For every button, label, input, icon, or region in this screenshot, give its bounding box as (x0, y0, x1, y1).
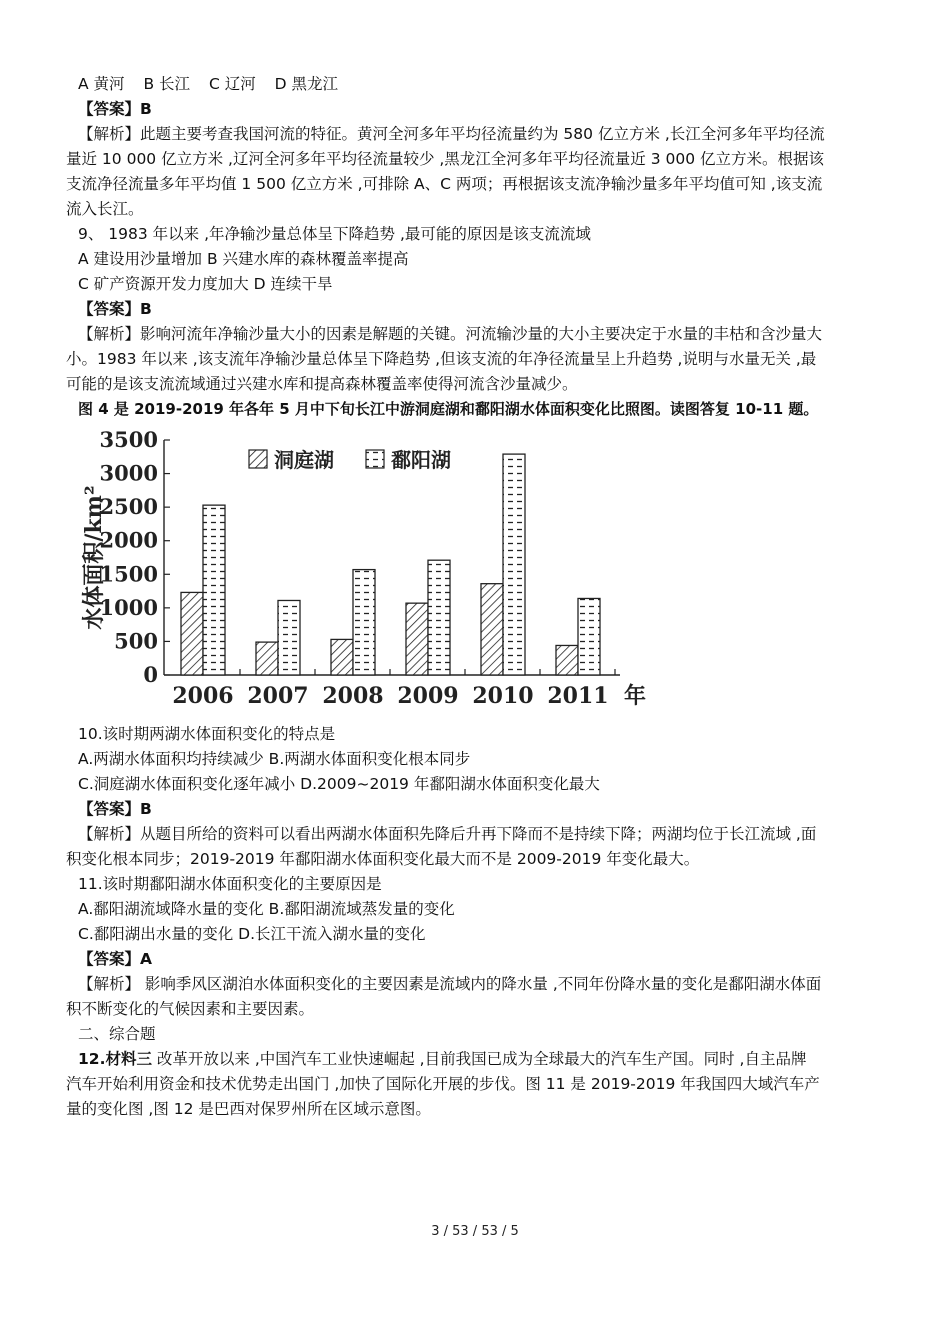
q12-label: 12.材料三 (78, 1050, 152, 1068)
y-tick-label: 500 (114, 628, 158, 654)
bar-dongting (331, 639, 353, 675)
q12-first-line (78, 1047, 898, 1072)
q11-analysis-line: 积不断变化的气候因素和主要因素。 (66, 1000, 315, 1018)
q8-option-a: A 黄河 (78, 75, 125, 93)
lake-area-bar-chart (74, 428, 654, 718)
q8-option-c: C 辽河 (208, 75, 256, 93)
q12-text-line: 改革开放以来 ,中国汽车工业快速崛起 ,目前我国已成为全球最大的汽车生产国。同时 ,自主品牌 (151, 1050, 807, 1068)
y-tick-label: 1500 (99, 561, 158, 587)
x-tick-label: 2007 (247, 683, 309, 709)
q9-options-row1: A 建设用沙量增加 B 兴建水库的森林覆盖率提高 (78, 250, 409, 268)
legend-swatch-poyang (366, 450, 384, 468)
q8-options (78, 72, 898, 97)
q10-answer: 【答案】B (78, 800, 152, 818)
q10-analysis-line: 【解析】从题目所给的资料可以看出两湖水体面积先降后升再下降而不是持续下降；两湖均位于长江流域 ,面 (78, 825, 817, 843)
q8-analysis-line: 量近 10 000 亿立方米 ,辽河全河多年平均径流量较少 ,黑龙江全河多年平均径流量近 3 000 亿立方米。根据该 (66, 150, 825, 168)
q9-analysis-line: 可能的是该支流流域通过兴建水库和提高森林覆盖率使得河流含沙量减少。 (66, 375, 578, 393)
y-tick-label: 2000 (99, 527, 158, 553)
q8-analysis-line: 【解析】此题主要考查我国河流的特征。黄河全河多年平均径流量约为 580 亿立方米 ,长江全河多年平均径流 (78, 125, 825, 143)
x-tick-label: 2010 (472, 683, 534, 709)
q9-answer: 【答案】B (78, 300, 152, 318)
x-axis-unit: 年 (624, 683, 647, 709)
y-tick-label: 3500 (99, 428, 158, 452)
x-tick-label: 2009 (397, 683, 459, 709)
legend-label-poyang: 鄱阳湖 (391, 448, 451, 472)
q8-analysis-line: 流入长江。 (66, 200, 144, 218)
bar-poyang (503, 454, 525, 675)
q8-answer: 【答案】B (78, 100, 152, 118)
q9-analysis-line: 【解析】影响河流年净输沙量大小的因素是解题的关键。河流输沙量的大小主要决定于水量的丰枯和含沙量大 (78, 325, 823, 343)
q8-option-d: D 黑龙江 (274, 75, 339, 93)
bar-poyang (353, 570, 375, 675)
bar-dongting (181, 592, 203, 675)
bar-poyang (428, 560, 450, 675)
chart-svg (74, 428, 654, 718)
q11-answer: 【答案】A (78, 950, 152, 968)
q12-text-line: 汽车开始利用资金和技术优势走出国门 ,加快了国际化开展的步伐。图 11 是 2019-2019 年我国四大域汽车产 (66, 1075, 820, 1093)
y-tick-label: 1000 (99, 594, 158, 620)
bar-dongting (406, 603, 428, 675)
bar-poyang (203, 505, 225, 675)
q10-options-row1: A.两湖水体面积均持续减少 B.两湖水体面积变化根本同步 (78, 750, 471, 768)
q10-options-row2: C.洞庭湖水体面积变化逐年减小 D.2009~2019 年鄱阳湖水体面积变化最大 (78, 775, 600, 793)
q12-text-line: 量的变化图 ,图 12 是巴西对保罗州所在区域示意图。 (66, 1100, 431, 1118)
section-heading: 二、综合题 (78, 1025, 156, 1043)
bar-dongting (481, 584, 503, 675)
bar-poyang (278, 600, 300, 675)
q10-stem: 10.该时期两湖水体面积变化的特点是 (78, 725, 336, 743)
y-axis-title: 水体面积/km² (81, 485, 107, 630)
y-tick-label: 0 (143, 662, 158, 687)
q11-options-row2: C.鄱阳湖出水量的变化 D.长江干流入湖水量的变化 (78, 925, 426, 943)
bar-dongting (556, 645, 578, 675)
x-tick-label: 2011 (547, 683, 609, 709)
page-footer: 3 / 53 / 53 / 5 (431, 1224, 519, 1239)
y-tick-label: 3000 (99, 460, 158, 486)
q11-options-row1: A.鄱阳湖流域降水量的变化 B.鄱阳湖流域蒸发量的变化 (78, 900, 455, 918)
y-tick-label: 2500 (99, 494, 158, 520)
q10-analysis-line: 积变化根本同步；2019-2019 年鄱阳湖水体面积变化最大而不是 2009-2019 年变化最大。 (66, 850, 700, 868)
figure-4-intro: 图 4 是 2019-2019 年各年 5 月中下旬长江中游洞庭湖和鄱阳湖水体面积变化比照图。读图答复 10-11 题。 (78, 400, 819, 418)
legend-swatch-dongting (249, 450, 267, 468)
bar-dongting (256, 642, 278, 675)
bar-poyang (578, 598, 600, 675)
q9-stem: 9、 1983 年以来 ,年净输沙量总体呈下降趋势 ,最可能的原因是该支流流域 (78, 225, 591, 243)
q8-option-b: B 长江 (143, 75, 191, 93)
q11-stem: 11.该时期鄱阳湖水体面积变化的主要原因是 (78, 875, 382, 893)
q9-options-row2: C 矿产资源开发力度加大 D 连续干旱 (78, 275, 333, 293)
x-tick-label: 2008 (322, 683, 384, 709)
q11-analysis-line: 【解析】 影响季风区湖泊水体面积变化的主要因素是流域内的降水量 ,不同年份降水量的变化是鄱阳湖水体面 (78, 975, 822, 993)
x-tick-label: 2006 (172, 683, 234, 709)
q8-analysis-line: 支流净径流量多年平均值 1 500 亿立方米 ,可排除 A、C 两项；再根据该支流净输沙量多年平均值可知 ,该支流 (66, 175, 823, 193)
legend-label-dongting: 洞庭湖 (274, 448, 334, 472)
q9-analysis-line: 小。1983 年以来 ,该支流年净输沙量总体呈下降趋势 ,但该支流的年净径流量呈上升趋势 ,说明与水量无关 ,最 (66, 350, 817, 368)
